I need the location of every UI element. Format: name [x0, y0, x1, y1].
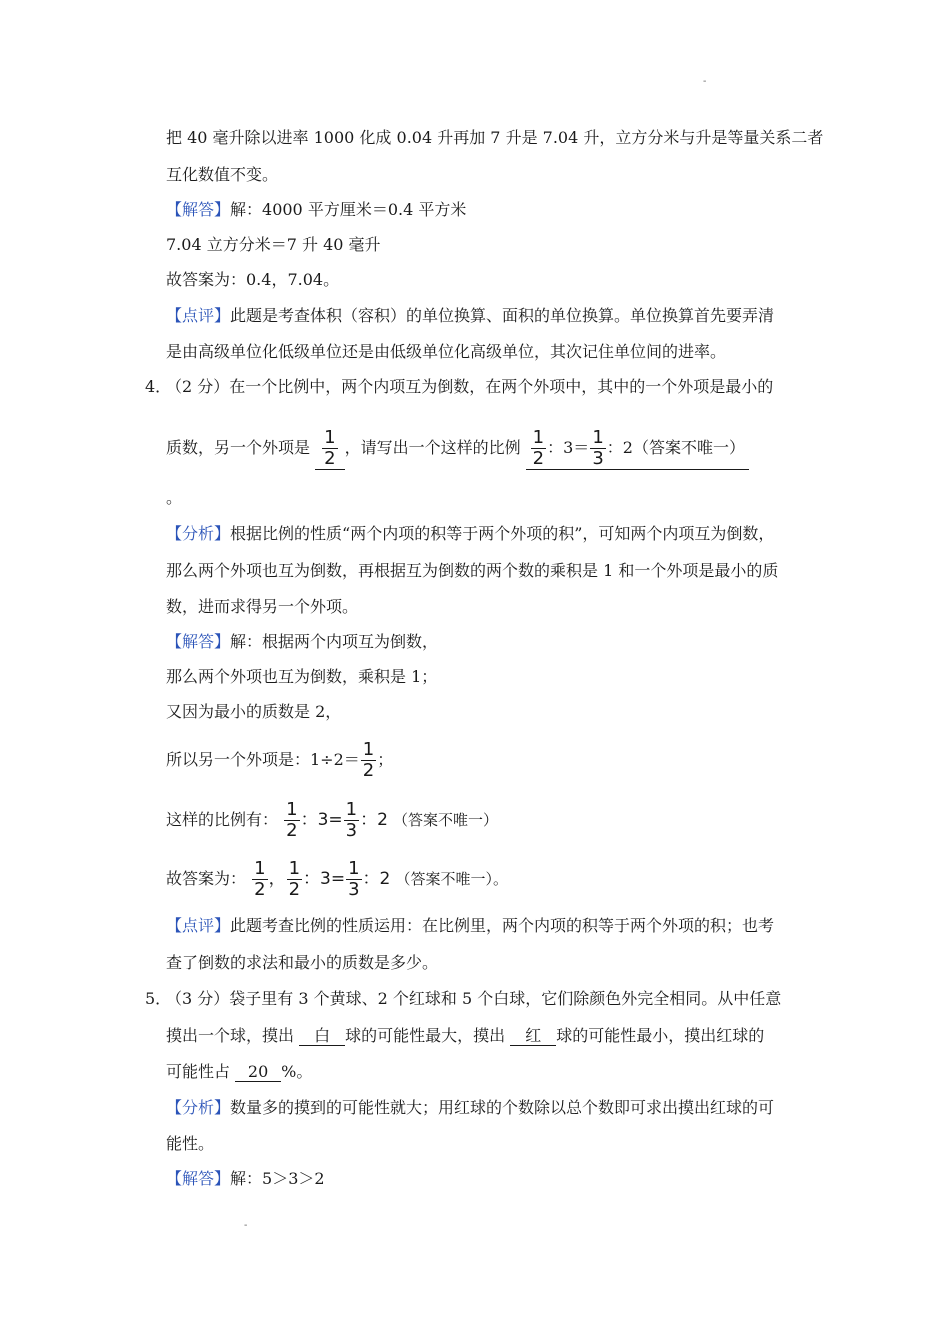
q4-answer-line4: 所以另一个外项是：1÷2＝ $\frac{1}{2}$ ； [166, 739, 394, 781]
comment-tag: 【点评】 [166, 306, 231, 325]
q4-analysis-line2: 那么两个外项也互为倒数，再根据互为倒数的两个数的乘积是 1 和一个外项是最小的质 [166, 561, 779, 580]
fraction-one-half: $\frac{1}{2}$ [286, 799, 298, 841]
analysis-tag: 【分析】 [166, 524, 231, 543]
answer-blank-percent: 20 [235, 1063, 281, 1082]
answer-blank-white: 白 [299, 1027, 345, 1046]
fraction-one-third: $\frac{1}{3}$ [345, 799, 358, 841]
fraction-one-third: $\frac{1}{3}$ [348, 858, 360, 900]
q4-answer-line6: 故答案为： $\frac{1}{2}$ ， $\frac{1}{2}$ ：3= $\frac{1}{3}$ ：2 （答案不唯一）。 [166, 858, 508, 900]
q4-stem-line1: （2 分）在一个比例中，两个内项互为倒数，在两个外项中，其中的一个外项是最小的 [166, 377, 774, 396]
q4-answer-line5: 这样的比例有： $\frac{1}{2}$ ：3= $\frac{1}{3}$ ：2 （答案不唯一） [166, 799, 499, 841]
answer-blank-2: $\frac{1}{2}$ ：3＝ $\frac{1}{3}$ ：2（答案不唯一） [526, 428, 749, 470]
q4-answer-line3: 又因为最小的质数是 2， [166, 702, 342, 721]
q4-answer-line1: 【解答】解：根据两个内项互为倒数， [166, 632, 439, 651]
q3-answer-line3: 故答案为：0.4，7.04。 [166, 270, 340, 289]
fraction-one-half: $\frac{1}{2}$ [324, 427, 336, 469]
q3-text-line1: 把 40 毫升除以进率 1000 化成 0.04 升再加 7 升是 7.04 升，立方分米与升是等量关系二者 [166, 128, 824, 147]
q3-comment-line1: 【点评】此题是考查体积（容积）的单位换算、面积的单位换算。单位换算首先要弄清 [166, 306, 775, 325]
q5-stem-line1: （3 分）袋子里有 3 个黄球、2 个红球和 5 个白球，它们除颜色外完全相同。从中任意 [166, 989, 782, 1008]
q4-analysis-line3: 数，进而求得另一个外项。 [166, 597, 359, 616]
answer-tag: 【解答】 [166, 632, 231, 651]
fraction-one-half: $\frac{1}{2}$ [532, 427, 545, 469]
q4-analysis-line1: 【分析】根据比例的性质“两个内项的积等于两个外项的积”，可知两个内项互为倒数， [166, 524, 775, 543]
q5-number: 5． [145, 989, 172, 1008]
answer-tag: 【解答】 [166, 200, 231, 219]
footer-mark: - [244, 1220, 248, 1231]
q3-answer-line2: 7.04 立方分米＝7 升 40 毫升 [166, 235, 381, 254]
answer-blank-red: 红 [510, 1027, 556, 1046]
q4-answer-line2: 那么两个外项也互为倒数，乘积是 1； [166, 667, 438, 686]
q3-answer-line1: 【解答】解：4000 平方厘米＝0.4 平方米 [166, 200, 467, 219]
q3-text-line2: 互化数值不变。 [166, 165, 279, 184]
q4-stem-end: 。 [166, 488, 183, 507]
fraction-one-half: $\frac{1}{2}$ [254, 858, 266, 900]
fraction-one-half: $\frac{1}{2}$ [288, 858, 301, 900]
fraction-one-third: $\frac{1}{3}$ [592, 427, 604, 469]
q5-answer-line1: 【解答】解：5＞3＞2 [166, 1169, 325, 1188]
q5-stem-line2: 摸出一个球，摸出 白 球的可能性最大，摸出 红 球的可能性最小，摸出红球的 [166, 1026, 765, 1045]
q5-stem-line3: 可能性占 20 %。 [166, 1062, 313, 1081]
answer-blank-1 [315, 428, 344, 470]
comment-tag: 【点评】 [166, 916, 231, 935]
q4-stem-line2: 质数，另一个外项是 $\frac{1}{2}$ ，请写出一个这样的比例 $\frac{1}{2}$ ：3＝ $\frac{1}{3}$ ：2（答案不唯一） [166, 425, 749, 471]
q5-analysis-line2: 能性。 [166, 1134, 215, 1153]
q4-comment-line1: 【点评】此题考查比例的性质运用：在比例里，两个内项的积等于两个外项的积；也考 [166, 916, 775, 935]
q5-analysis-line1: 【分析】数量多的摸到的可能性就大；用红球的个数除以总个数即可求出摸出红球的可 [166, 1098, 775, 1117]
header-mark: - [703, 76, 707, 87]
q3-comment-line2: 是由高级单位化低级单位还是由低级单位化高级单位，其次记住单位间的进率。 [166, 342, 727, 361]
analysis-tag: 【分析】 [166, 1098, 231, 1117]
answer-tag: 【解答】 [166, 1169, 231, 1188]
q4-comment-line2: 查了倒数的求法和最小的质数是多少。 [166, 953, 439, 972]
q4-number: 4． [145, 377, 172, 396]
fraction-one-half: $\frac{1}{2}$ [362, 739, 375, 781]
